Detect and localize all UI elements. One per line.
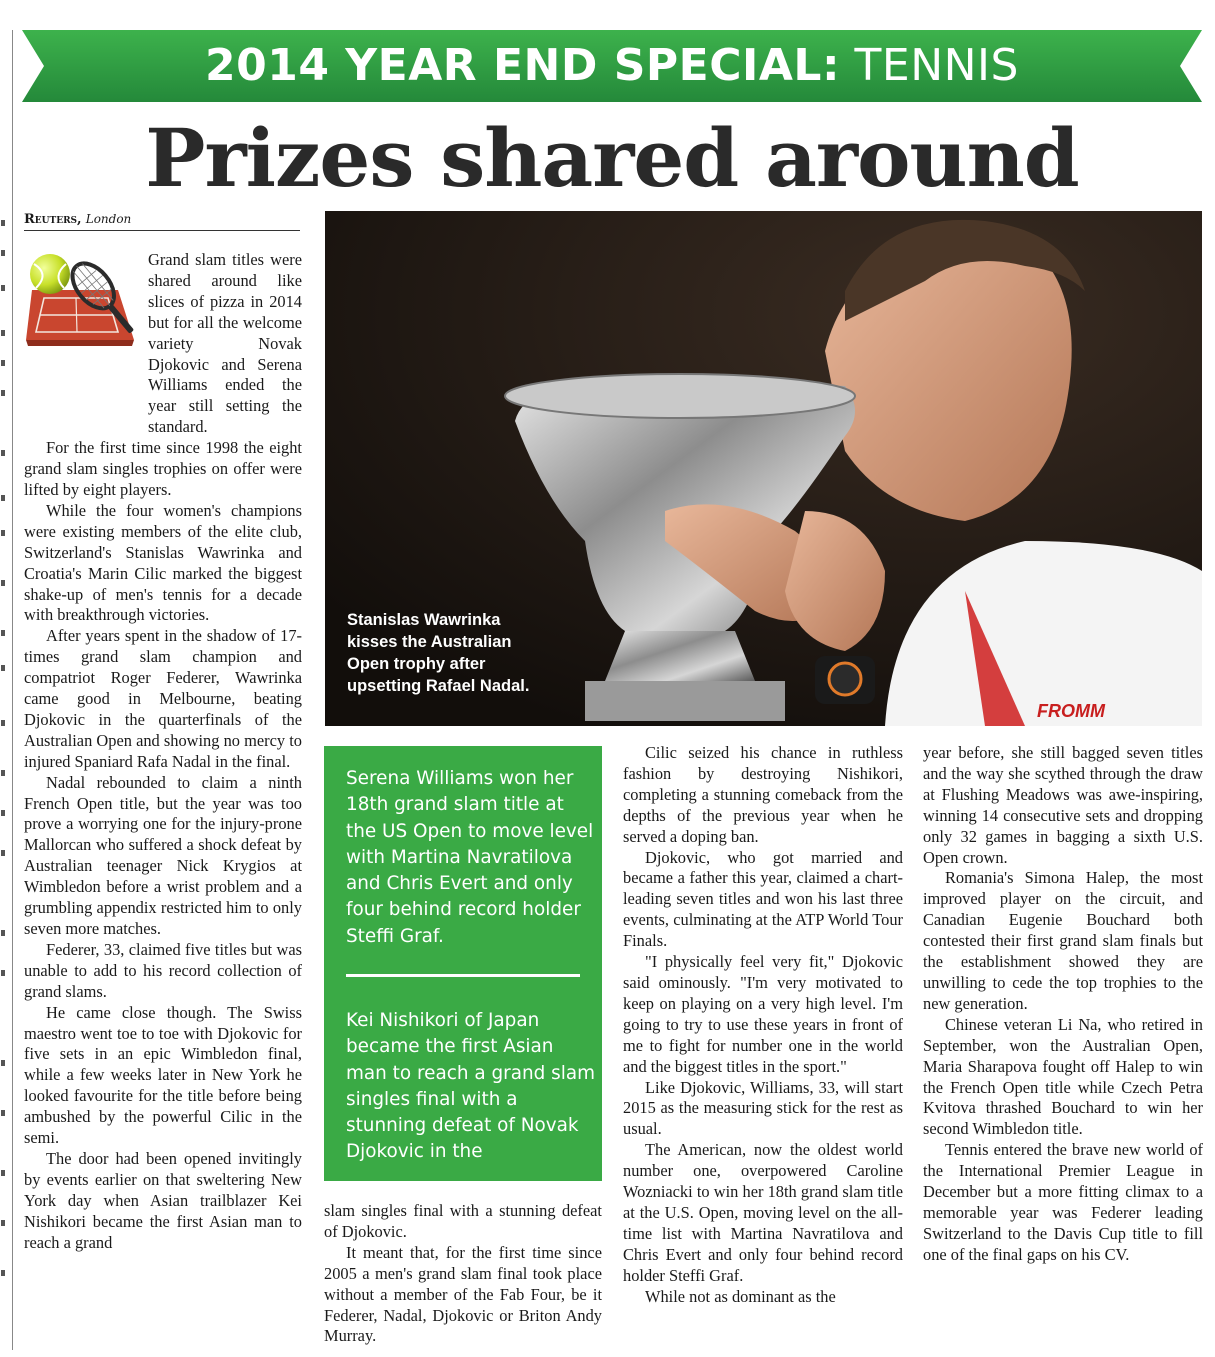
section-banner <box>22 30 1202 102</box>
paragraph: He came close though. The Swiss maestro went toe to toe with Djokovic for five sets in an epic Wimbledon final, while a few weeks later in New York he looked favourite for the title before being ambushed by the powerful Cilic in the semi. <box>24 1002 302 1148</box>
paragraph: Cilic seized his chance in ruthless fashion by destroying Nishikori, completing a stunning comeback from the depths of the previous year when he served a doping ban. <box>623 743 903 846</box>
banner-title: 2014 YEAR END SPECIAL: TENNIS <box>205 40 1019 91</box>
paragraph: Grand slam titles were shared around like slices of pizza in 2014 but for all the welcome variety Novak Djokovic and Serena Williams ended the year still setting the standard. <box>148 250 302 437</box>
article-column-4 <box>923 743 1203 1266</box>
paragraph: Tennis entered the brave new world of the International Premier League in December but a more fitting climax to a memorable year was Federer leading Switzerland to the Davis Cup title to fill one of the final gaps on his CV. <box>923 1140 1203 1264</box>
paragraph: While the four women's champions were existing members of the elite club, Switzerland's Stanislas Wawrinka and Croatia's Marin Cilic marked the biggest shake-up of men's tennis for a decade with breakthrough victories. <box>24 500 302 625</box>
paragraph: Romania's Simona Halep, the most improved player on the circuit, and Canadian Eugenie Bouchard both contested their first grand slam finals but the establishment showed they are unwilling to cede the top trophies to the new generation. <box>923 868 1203 1013</box>
shirt-logo-text: FROMM <box>1037 701 1105 721</box>
article-column-3 <box>623 743 903 1307</box>
left-column-rule <box>12 30 13 1350</box>
paragraph: After years spent in the shadow of 17-times grand slam champion and compatriot Roger Federer, Wawrinka came good in Melbourne, beating Djokovic in the quarterfinals of the Australian Open and showing no mercy to injured Spaniard Rafa Nadal in the final. <box>24 626 302 771</box>
paragraph: For the first time since 1998 the eight grand slam singles trophies on offer were lifted by eight players. <box>24 438 302 499</box>
pullquote-divider <box>346 974 580 977</box>
photo-caption: Stanislas Wawrinka kisses the Australian Open trophy after upsetting Rafael Nadal. <box>347 611 530 695</box>
paragraph: Djokovic, who got married and became a father this year, claimed a chart-leading seven titles and won his last three events, culminating at the ATP World Tour Finals. <box>623 847 903 951</box>
paragraph: "I physically feel very fit," Djokovic said ominously. "I'm very motivated to keep on playing on a very high level. I'm going to try to use these years in front of me to fight for number one in the world and the biggest titles in the sport." <box>623 952 903 1076</box>
paragraph: Chinese veteran Li Na, who retired in September, won the Australian Open, Maria Sharapova fought off Halep to win the French Open title while Czech Petra Kvitova thrashed Bouchard to win her second Wimbledon title. <box>923 1014 1203 1139</box>
byline <box>24 212 300 231</box>
byline-city: London <box>85 212 132 226</box>
paragraph: year before, she still bagged seven titles and the way she scythed through the draw at Flushing Meadows was awe-inspiring, winning 14 consecutive sets and dropping only 32 games in bagging a sixth U.S. Open crown. <box>923 743 1203 867</box>
headline: Prizes shared around <box>145 111 1079 205</box>
paragraph: Like Djokovic, Williams, 33, will start 2015 as the measuring stick for the rest as usual. <box>623 1077 903 1139</box>
article-column-1 <box>24 250 302 1254</box>
paragraph: While not as dominant as the <box>645 1286 836 1306</box>
paragraph: Nadal rebounded to claim a ninth French Open title, but the year was too prove a worrying one for the injury-prone Mallorcan who suffered a shock defeat by Australian teenager Nick Krygios at Wimbledon before a wrist problem and a grumbling appendix restricted him to only seven more matches. <box>24 772 302 938</box>
pullquote-2: Kei Nishikori of Japan became the first Asian man to reach a grand slam singles final with a stunning defeat of Novak Djokovic in the <box>346 1010 596 1163</box>
paragraph: slam singles final with a stunning defeat of Djokovic. <box>324 1201 602 1241</box>
paragraph: The American, now the oldest world number one, overpowered Caroline Wozniacki to win her 18th grand slam title at the U.S. Open, moving level on the all-time list with Martina Navratilova and Chris Evert and only four behind record holder Steffi Graf. <box>623 1140 903 1285</box>
paragraph: Federer, 33, claimed five titles but was unable to add to his record collection of grand slams. <box>24 939 302 1001</box>
paragraph: It meant that, for the first time since 2005 a men's grand slam final took place without a member of the Fab Four, be it Federer, Nadal, Djokovic or Briton Andy Murray. <box>324 1242 602 1346</box>
paragraph: The door had been opened invitingly by events earlier on that sweltering New York day when Asian trailblazer Kei Nishikori became the first Asian man to reach a grand <box>24 1148 302 1252</box>
adjacent-column-fragment <box>0 210 10 1340</box>
pullquote-1: Serena Williams won her 18th grand slam title at the US Open to move level with Martina Navratilova and Chris Evert and only four behind record holder Steffi Graf. <box>346 768 594 947</box>
article-column-2 <box>324 1201 602 1347</box>
byline-agency: Reuters, <box>24 212 82 227</box>
